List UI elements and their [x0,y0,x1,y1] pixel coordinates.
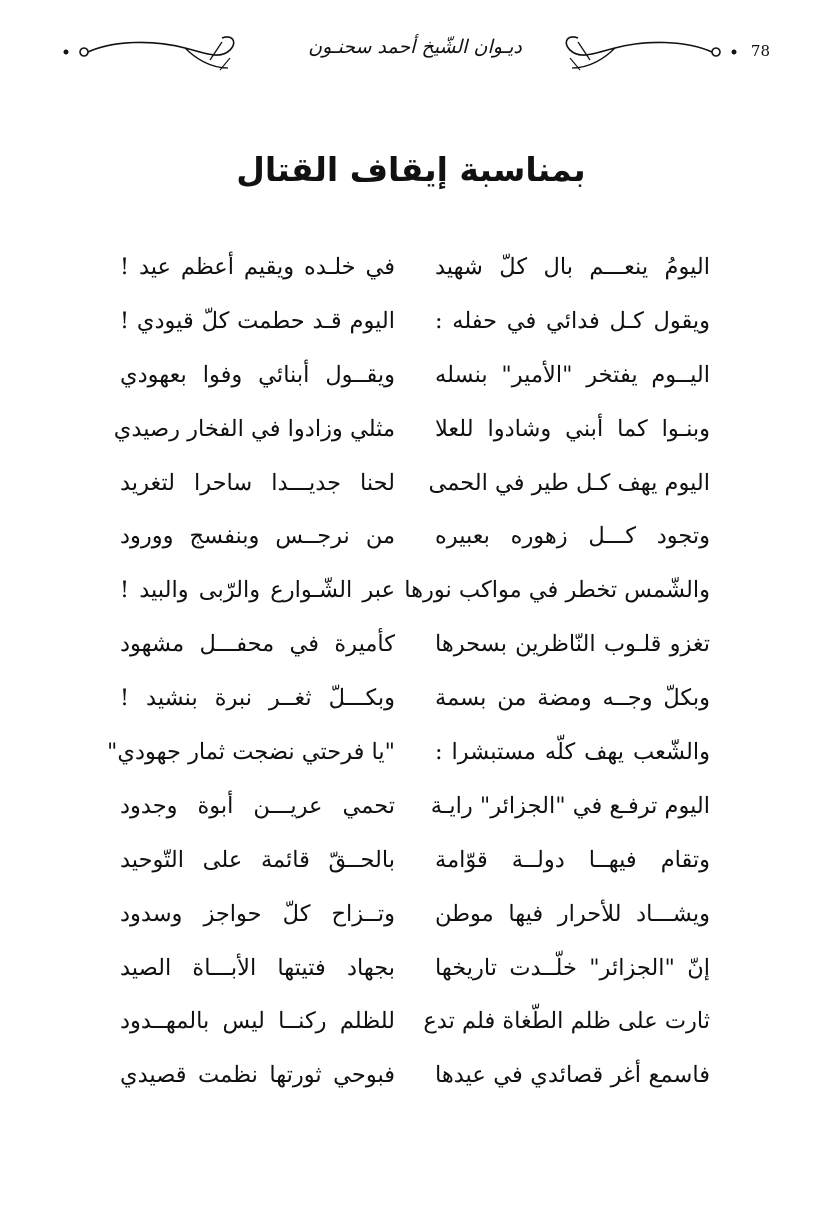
verse-line [120,994,710,1048]
first-hemistich: وبكلّ وجــه ومضة من بسمة [435,685,710,712]
verse-line [120,563,710,617]
first-hemistich: ثارت على ظلم الطّغاة فلم تدع [423,1008,710,1035]
right-flourish-ornament [540,30,740,74]
first-hemistich: تغزو قلـوب النّاظرين بسحرها [435,631,710,658]
running-title: ديـوان الشّيخ أحمد سحنـون [308,36,522,58]
verse-line [120,941,710,995]
first-hemistich: فاسمع أغر قصائدي في عيدها [435,1062,710,1089]
poem-body [107,240,710,1102]
poem-title: بمناسبة إيقاف القتال [236,150,586,190]
first-hemistich: وتقام فيهــا دولــة قوّامة [435,846,710,873]
second-hemistich: فبوحي ثورتها نظمت قصيدي [120,1062,395,1089]
second-hemistich: تحمي عريـــن أبوة وجدود [120,792,395,819]
second-hemistich: من نرجــس وبنفسج وورود [120,523,395,550]
second-hemistich: للظلم ركنــا ليس بالمهــدود [120,1008,395,1035]
verse-line [120,617,710,671]
verse-line [120,833,710,887]
second-hemistich: عبر الشّـوارع والرّبى والبيد ! [120,577,395,604]
first-hemistich: والشّمس تخطر في مواكب نورها [404,577,710,604]
left-flourish-ornament [60,30,260,74]
verse-line [120,887,710,941]
first-hemistich: وتجود كـــل زهوره بعبيره [435,523,710,550]
second-hemistich: لحنا جديـــدا ساحرا لتغريد [120,469,395,496]
second-hemistich: مثلي وزادوا في الفخار رصيدي [113,415,395,442]
first-hemistich: وبنـوا كما أبني وشادوا للعلا [435,415,710,442]
second-hemistich: بجهاد فتيتها الأبـــاة الصيد [120,954,395,981]
second-hemistich: ويقــول أبنائي وفوا بعهودي [120,361,395,388]
first-hemistich: اليــوم يفتخر "الأمير" بنسله [435,361,710,388]
verse-line [120,294,710,348]
verse-line [107,725,710,779]
second-hemistich: في خلـده ويقيم أعظم عيد ! [120,253,395,280]
first-hemistich: والشّعب يهف كلّه مستبشرا : [435,738,710,765]
verse-line [120,348,710,402]
first-hemistich: ويقول كـل فدائي في حفله : [435,307,710,334]
second-hemistich: "يا فرحتي نضجت ثمار جهودي" [107,738,395,765]
first-hemistich: ويشـــاد للأحرار فيها موطن [435,900,710,927]
first-hemistich: اليوم يهف كـل طير في الحمى [428,469,710,496]
verse-line [120,240,710,294]
second-hemistich: بالحــقّ قائمة على التّوحيد [120,846,395,873]
second-hemistich: كأميرة في محفـــل مشهود [120,631,395,658]
page-header [40,22,782,74]
page-number: 78 [750,42,770,60]
verse-line [120,1048,710,1102]
first-hemistich: اليومُ ينعـــم بال كلّ شهيد [435,253,710,280]
first-hemistich: إنّ "الجزائر" خلّــدت تاريخها [435,954,710,981]
verse-line [120,509,710,563]
second-hemistich: اليوم قـد حطمت كلّ قيودي ! [120,307,395,334]
first-hemistich: اليوم ترفـع في "الجزائر" رايـة [430,792,710,819]
verse-line [120,671,710,725]
second-hemistich: وبكـــلّ ثغــر نبرة بنشيد ! [120,685,395,712]
verse-line [113,402,710,456]
second-hemistich: وتــزاح كلّ حواجز وسدود [120,900,395,927]
verse-line [120,456,710,510]
verse-line [120,779,710,833]
